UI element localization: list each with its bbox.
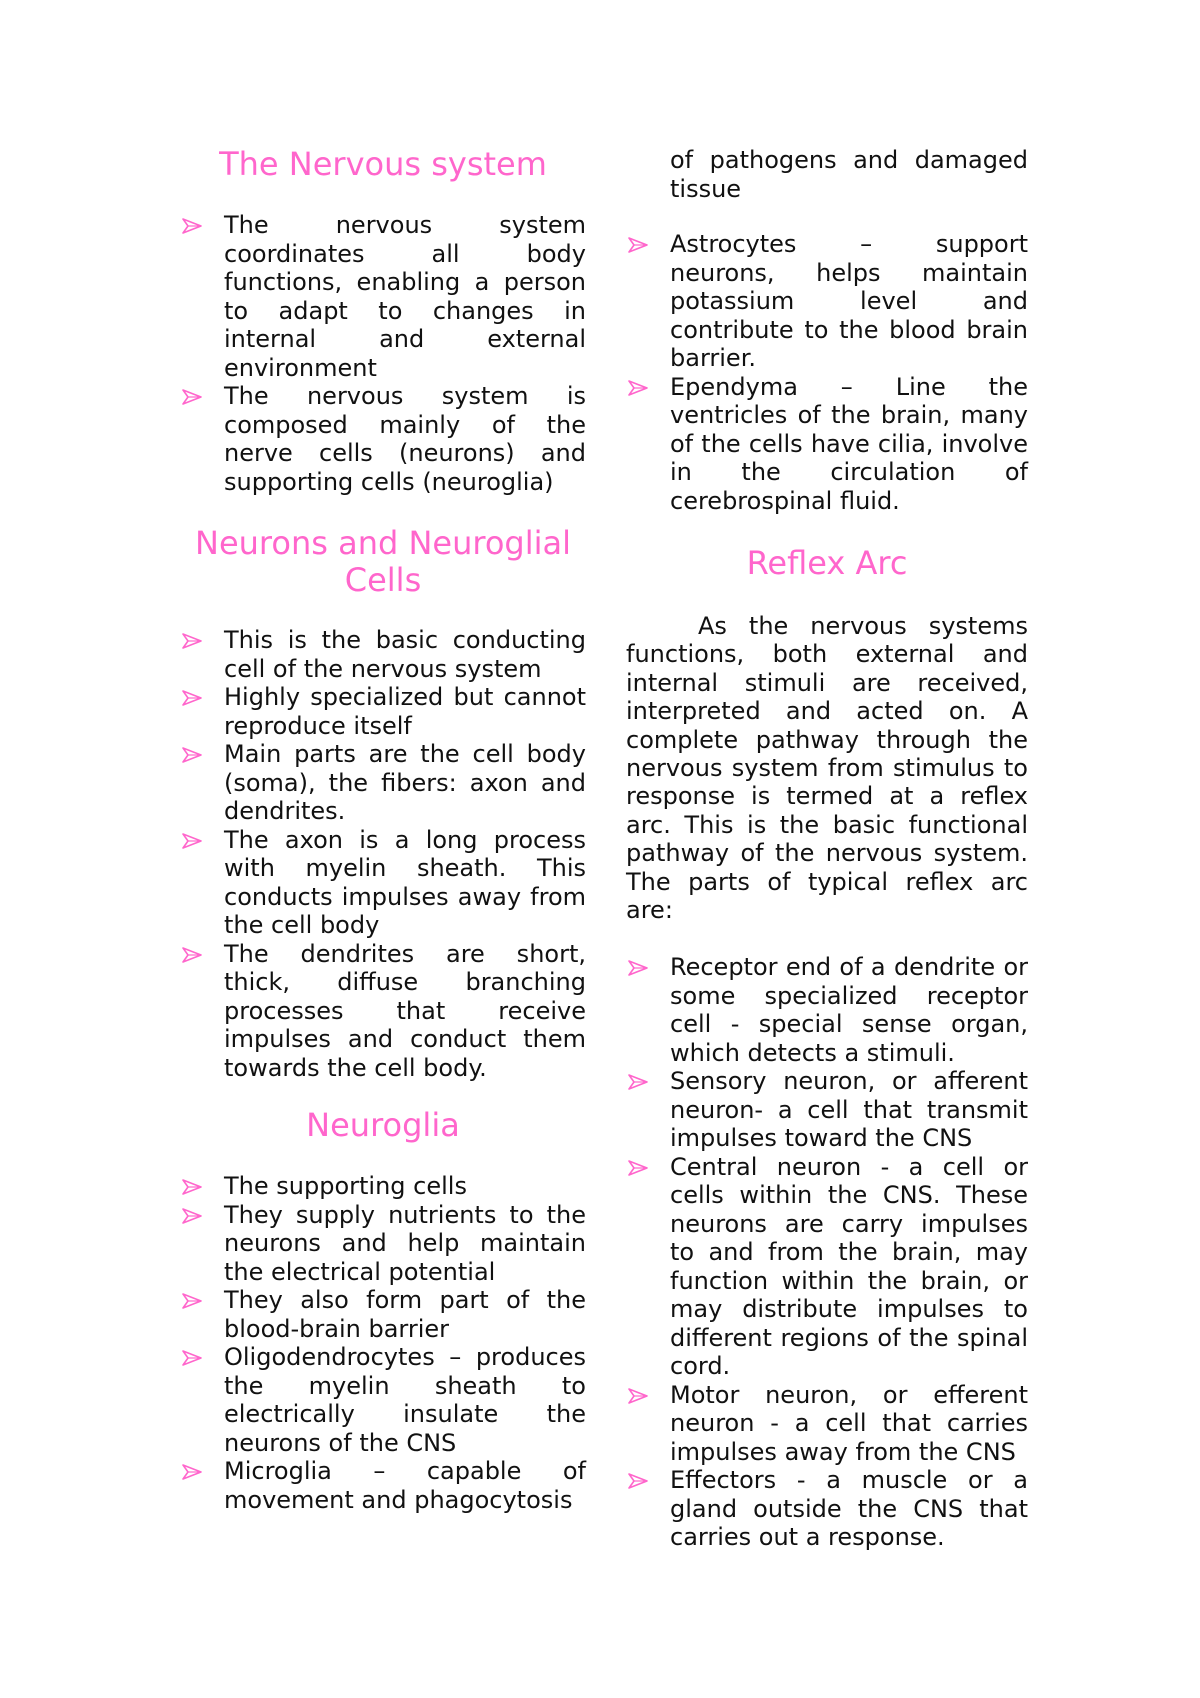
neuroglia-list (180, 1172, 586, 1514)
arrowhead-bullet-icon (182, 1293, 202, 1309)
list-item: Motor neuron, or efferent neuron - a cell that carries impulses away from the CNS (626, 1381, 1028, 1467)
glia-continued-list (626, 230, 1028, 515)
heading-reflex-arc: Reflex Arc (746, 544, 908, 582)
list-item: Astrocytes – support neurons, helps maintain potassium level and contribute to the blood brain barrier. (626, 230, 1028, 373)
list-item: Central neuron - a cell or cells within the CNS. These neurons are carry impulses to and from the brain, may function within the brain, or may distribute impulses to different regions of the spinal cord. (626, 1153, 1028, 1381)
arrowhead-bullet-icon (182, 218, 202, 234)
arrowhead-bullet-icon (628, 380, 648, 396)
list-item: The supporting cells (180, 1172, 586, 1201)
arrowhead-bullet-icon (628, 237, 648, 253)
list-item: The dendrites are short, thick, diffuse branching processes that receive impulses and conduct them towards the cell body. (180, 940, 586, 1083)
list-item: Main parts are the cell body (soma), the fibers: axon and dendrites. (180, 740, 586, 826)
arrowhead-bullet-icon (628, 1388, 648, 1404)
list-item: The nervous system is composed mainly of the nerve cells (neurons) and supporting cells (neuroglia) (180, 382, 586, 496)
arrowhead-bullet-icon (182, 1208, 202, 1224)
list-item: Oligodendrocytes – produces the myelin sheath to electrically insulate the neurons of the CNS (180, 1343, 586, 1457)
list-item: Ependyma – Line the ventricles of the brain, many of the cells have cilia, involve in the circulation of cerebrospinal fluid. (626, 373, 1028, 516)
heading-neurons-neuroglial: Neurons and Neuroglial Cells (195, 524, 571, 599)
arrowhead-bullet-icon (182, 389, 202, 405)
arrowhead-bullet-icon (182, 1350, 202, 1366)
arrowhead-bullet-icon (628, 1074, 648, 1090)
list-item: Microglia – capable of movement and phagocytosis (180, 1457, 586, 1514)
arrowhead-bullet-icon (182, 690, 202, 706)
arrowhead-bullet-icon (182, 833, 202, 849)
list-item: Receptor end of a dendrite or some specialized receptor cell - special sense organ, which detects a stimuli. (626, 953, 1028, 1067)
list-item: Effectors - a muscle or a gland outside the CNS that carries out a response. (626, 1466, 1028, 1552)
arrowhead-bullet-icon (182, 747, 202, 763)
arrowhead-bullet-icon (182, 633, 202, 649)
list-item: They also form part of the blood-brain barrier (180, 1286, 586, 1343)
reflex-arc-paragraph: As the nervous systems functions, both external and internal stimuli are received, interpreted and acted on. A complete pathway through the nervous system from stimulus to response is termed at a reflex arc. This is the basic functional pathway of the nervous system. The parts of typical reflex arc are: (626, 612, 1028, 925)
arrowhead-bullet-icon (628, 1473, 648, 1489)
arrowhead-bullet-icon (628, 960, 648, 976)
list-item: This is the basic conducting cell of the nervous system (180, 626, 586, 683)
reflex-arc-list (626, 953, 1028, 1552)
list-item: The nervous system coordinates all body functions, enabling a person to adapt to changes in internal and external environment (180, 211, 586, 382)
neurons-list (180, 626, 586, 1082)
heading-neuroglia: Neuroglia (306, 1106, 460, 1144)
list-item: Sensory neuron, or afferent neuron- a cell that transmit impulses toward the CNS (626, 1067, 1028, 1153)
heading-nervous-system: The Nervous system (219, 145, 547, 183)
list-item: They supply nutrients to the neurons and help maintain the electrical potential (180, 1201, 586, 1287)
list-item: The axon is a long process with myelin sheath. This conducts impulses away from the cell body (180, 826, 586, 940)
arrowhead-bullet-icon (182, 1464, 202, 1480)
list-item: Highly specialized but cannot reproduce itself (180, 683, 586, 740)
arrowhead-bullet-icon (628, 1160, 648, 1176)
continued-text: of pathogens and damaged tissue (670, 146, 1028, 203)
arrowhead-bullet-icon (182, 947, 202, 963)
nervous-system-list (180, 211, 586, 496)
arrowhead-bullet-icon (182, 1179, 202, 1195)
